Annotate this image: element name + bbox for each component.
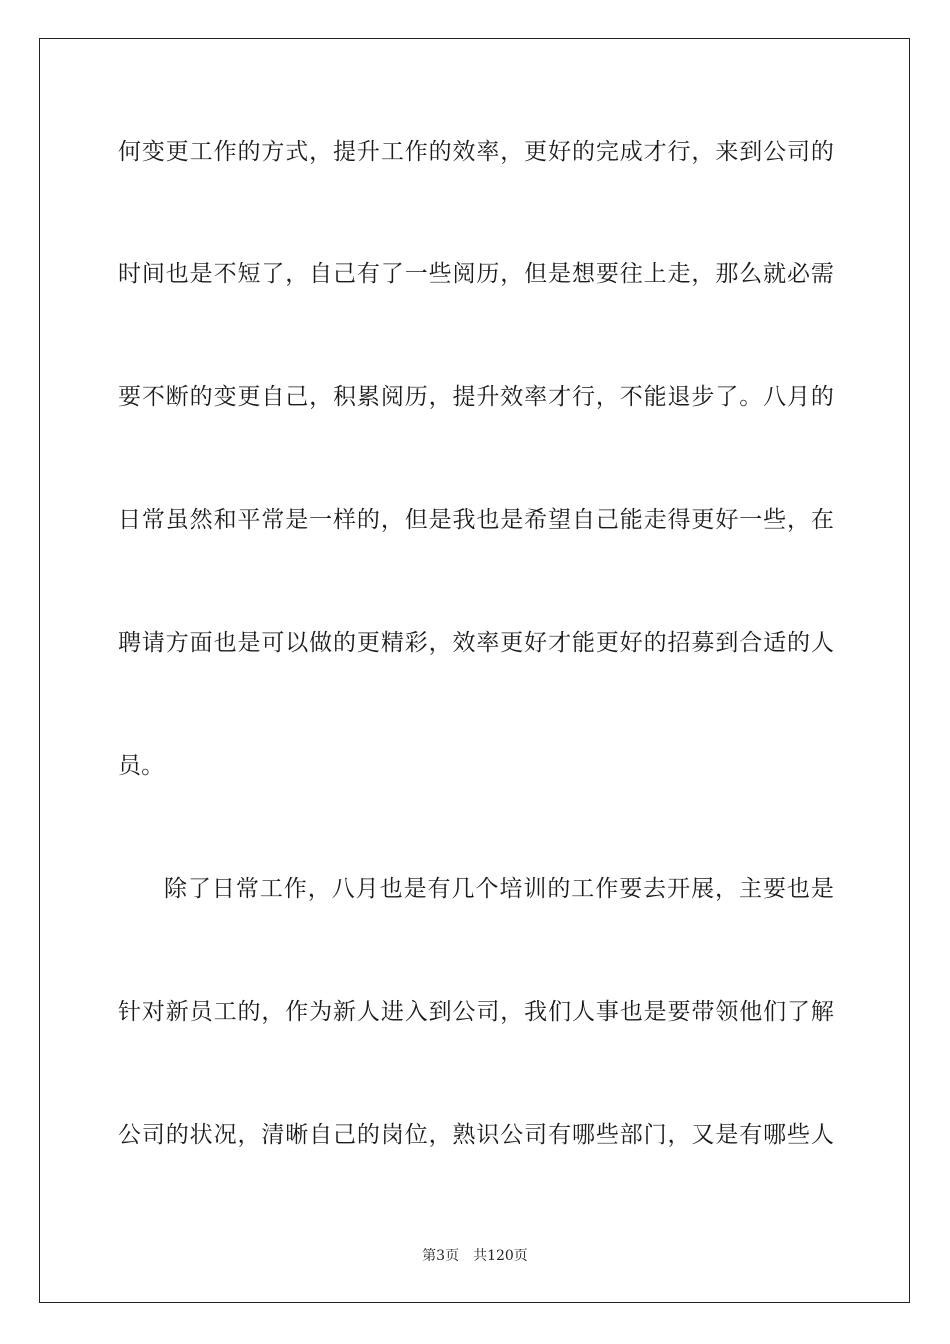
body-text-line-2: 时间也是不短了，自己有了一些阅历，但是想要往上走，那么就必需 [118,261,834,287]
body-text-paragraph-start: 除了日常工作，八月也是有几个培训的工作要去开展，主要也是 [164,876,834,902]
body-text-line-1: 何变更工作的方式，提升工作的效率，更好的完成才行，来到公司的 [118,139,834,165]
body-text-line-4: 日常虽然和平常是一样的，但是我也是希望自己能走得更好一些，在 [118,507,834,533]
body-text-line-8: 针对新员工的，作为新人进入到公司，我们人事也是要带领他们了解 [118,999,834,1025]
body-text-line-9: 公司的状况，清晰自己的岗位，熟识公司有哪些部门，又是有哪些人 [118,1122,834,1148]
body-text-line-3: 要不断的变更自己，积累阅历，提升效率才行，不能退步了。八月的 [118,384,834,410]
page-number-footer: 第3页 共120页 [422,1248,528,1264]
body-text-line-5: 聘请方面也是可以做的更精彩，效率更好才能更好的招募到合适的人 [118,630,834,656]
page-border [39,38,910,1303]
body-text-line-6: 员。 [118,753,165,779]
